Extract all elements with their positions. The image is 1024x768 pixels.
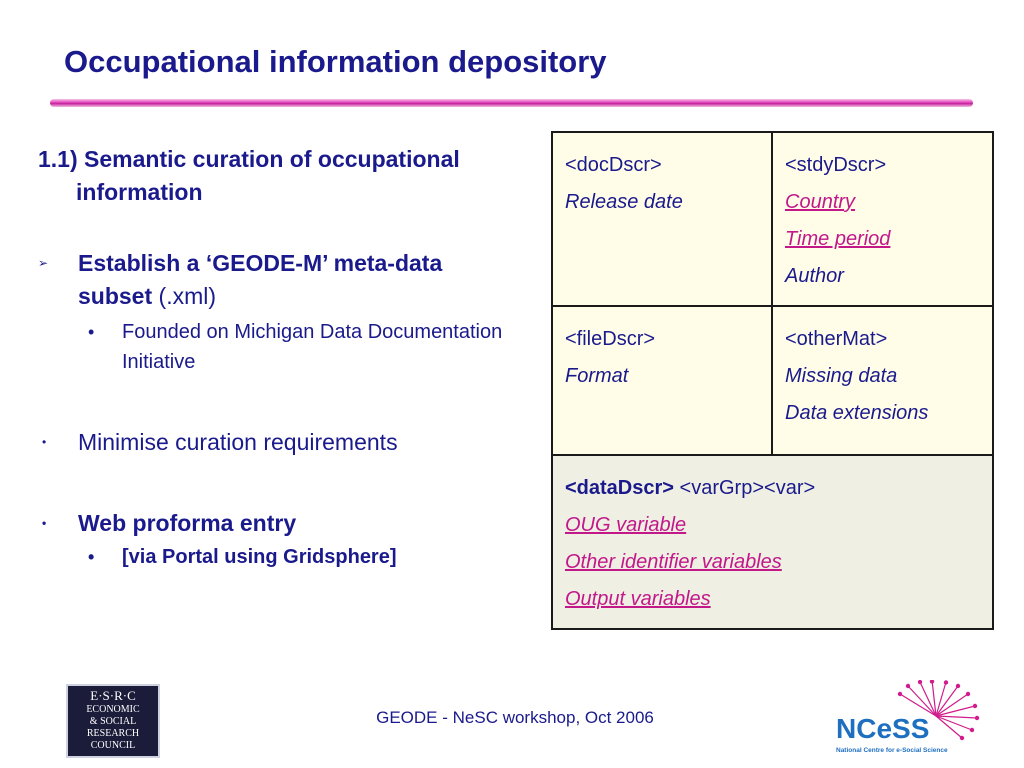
- cell-filedscr: [552, 306, 772, 455]
- tag-datadscr: <dataDscr>: [565, 477, 674, 499]
- geode-text: Establish a ‘GEODE-M’ meta-data subset: [78, 250, 443, 309]
- tag-docdscr: <docDscr>: [565, 154, 662, 176]
- cell-item: Release date: [565, 191, 683, 213]
- cell-docdscr: [552, 132, 772, 306]
- bullet-minimise: [38, 426, 508, 459]
- esrc-logo-graphic: [68, 686, 158, 756]
- cell-item: Author: [785, 265, 844, 287]
- cell-link-other-identifier[interactable]: Other identifier variables: [565, 551, 782, 573]
- esrc-line: COUNCIL: [90, 740, 136, 751]
- michigan-text: Founded on Michigan Data Documentation Initiative: [122, 321, 503, 373]
- section-heading: 1.1) Semantic curation of occupational information: [38, 146, 460, 205]
- esrc-line: RESEARCH: [86, 728, 140, 739]
- slide-title: Occupational information depository: [64, 44, 607, 79]
- ncess-caption: National Centre for e-Social Science: [836, 747, 948, 754]
- cell-othermat: [772, 306, 993, 455]
- title-divider: [50, 99, 973, 107]
- esrc-logo: [66, 684, 160, 758]
- cell-item: Data extensions: [785, 402, 929, 424]
- tag-othermat: <otherMat>: [785, 328, 888, 350]
- ncess-logo-graphic: [832, 680, 980, 758]
- slide-footer: GEODE - NeSC workshop, Oct 2006: [376, 708, 654, 727]
- arrow-bullet-icon: ➢: [38, 256, 49, 270]
- bullet-dot-icon: •: [42, 435, 47, 449]
- cell-link-output-variables[interactable]: Output variables: [565, 588, 711, 610]
- tag-vargrp: <varGrp><var>: [679, 477, 816, 499]
- sub-bullet-michigan: [38, 317, 508, 377]
- cell-link-country[interactable]: Country: [785, 191, 856, 213]
- tag-datadscr-line: [565, 470, 982, 507]
- ncess-logo: [832, 680, 980, 758]
- geode-xml-text: (.xml): [158, 283, 217, 309]
- tag-filedscr: <fileDscr>: [565, 328, 656, 350]
- content-column: [38, 143, 508, 572]
- cell-stdydscr: [772, 132, 993, 306]
- minimise-text: Minimise curation requirements: [78, 429, 398, 455]
- web-entry-text: Web proforma entry: [78, 510, 297, 536]
- bullet-web-entry: [38, 507, 508, 540]
- ncess-wordmark: NCeSS: [836, 713, 930, 744]
- ddi-structure-table: [551, 131, 994, 630]
- cell-item: Missing data: [785, 365, 898, 387]
- cell-link-oug-variable[interactable]: OUG variable: [565, 514, 687, 536]
- portal-text: [via Portal using Gridsphere]: [122, 546, 397, 568]
- cell-link-time-period[interactable]: Time period: [785, 228, 891, 250]
- esrc-line: E·S·R·C: [90, 688, 136, 703]
- esrc-line: ECONOMIC: [86, 704, 140, 715]
- bullet-dot-icon: •: [88, 322, 95, 342]
- esrc-line: & SOCIAL: [89, 716, 137, 727]
- cell-datadscr: [552, 455, 993, 629]
- bullet-dot-icon: •: [88, 547, 95, 567]
- cell-item: Format: [565, 365, 629, 387]
- sub-bullet-portal: [38, 542, 508, 572]
- bullet-dot-icon: •: [42, 516, 47, 530]
- tag-stdydscr: <stdyDscr>: [785, 154, 887, 176]
- bullet-geode: [38, 247, 508, 313]
